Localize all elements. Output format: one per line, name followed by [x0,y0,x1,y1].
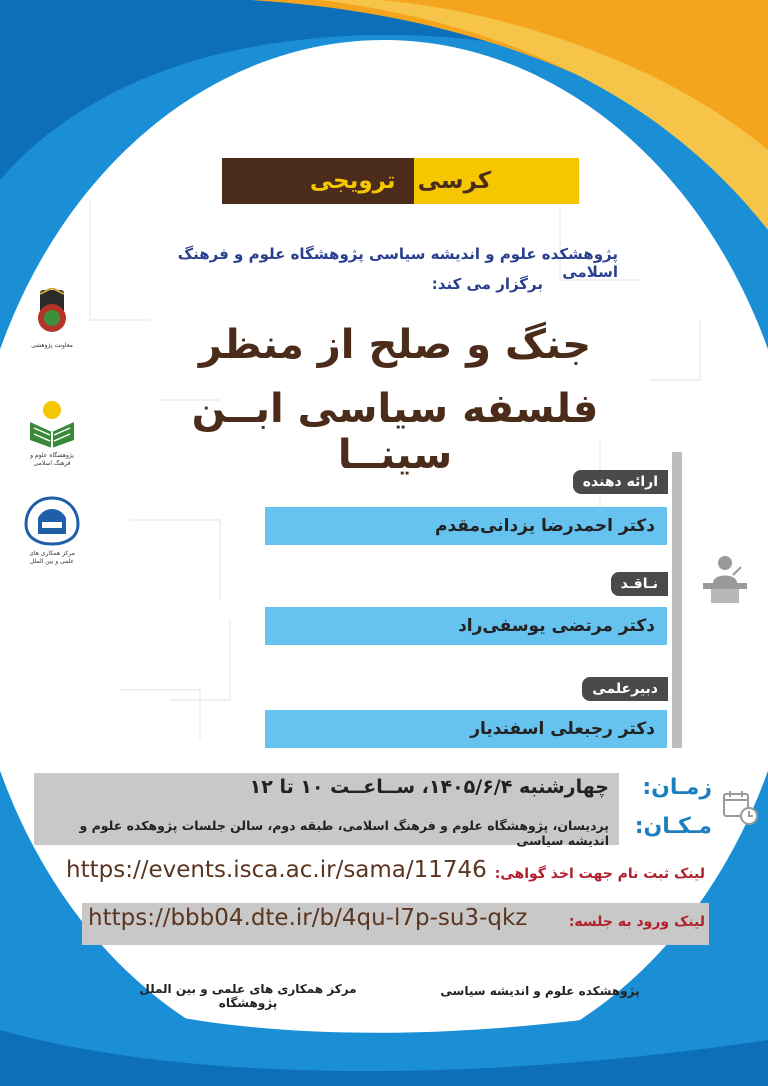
badge-word-tarviji: ترویجی [309,168,396,194]
institute-emblem-icon [24,288,80,338]
speakers-divider [672,452,682,748]
event-type-badge [222,158,579,204]
time-value: چهارشنبه ۱۴۰۵/۶/۴، ســاعــت ۱۰ تا ۱۲ [249,776,609,798]
event-title-line2: فلسفه سیاسی ابــن سینــا [191,386,599,478]
place-label: مـکـان: [634,814,712,839]
logo-caption-2: پژوهشگاه علوم و فرهنگ اسلامی [30,452,74,467]
organizer-text: پژوهشکده علوم و اندیشه سیاسی پژوهشگاه علوم و فرهنگ اسلامی [177,245,618,281]
event-title-line1: جنگ و صلح از منظر [198,322,592,368]
role-critic-label: نـاقـد [611,572,668,596]
role-presenter-label: ارائه دهنده [573,470,668,494]
session-link[interactable]: https://bbb04.dte.ir/b/4qu-l7p-su3-qkz [88,905,528,931]
logo-caption-3: مرکز همکاری های علمی و بین الملل [29,550,75,565]
critic-name: دکتر مرتضی یوسفی‌راد [265,607,667,645]
book-crown-logo-icon [24,398,80,448]
presenter-name: دکتر احمدرضا یزدانی‌مقدم [265,507,667,545]
calendar-clock-icon [722,789,758,825]
footer-organizer: پژوهشکده علوم و اندیشه سیاسی [440,984,640,998]
registration-link[interactable]: https://events.isca.ac.ir/sama/11746 [66,857,487,883]
holds-text: برگزار می کند: [431,275,543,293]
badge-word-kursi: کرسی [417,168,492,194]
logo-caption-1: معاونت پژوهشی [31,342,73,349]
logo-research-institute [24,398,80,468]
session-link-label: لینک ورود به جلسه: [568,914,705,930]
time-label: زمـان: [642,775,712,800]
farhangestan-logo-icon [24,496,80,546]
speaker-podium-icon [697,553,753,603]
role-secretary-label: دبیرعلمی [582,677,668,701]
place-value: پردیسان، پژوهشگاه علوم و فرهنگ اسلامی، طبقه دوم، سالن جلسات پژوهکده علوم و اندیشه سیاسی [79,818,609,848]
logo-institute [24,288,80,350]
registration-link-label: لینک ثبت نام جهت اخذ گواهی: [494,866,705,882]
secretary-name: دکتر رجبعلی اسفندیار [265,710,667,748]
footer-partner-center: مرکز همکاری های علمی و بین الملل پژوهشگاه [139,982,357,1010]
logo-farhangestan [24,496,80,566]
